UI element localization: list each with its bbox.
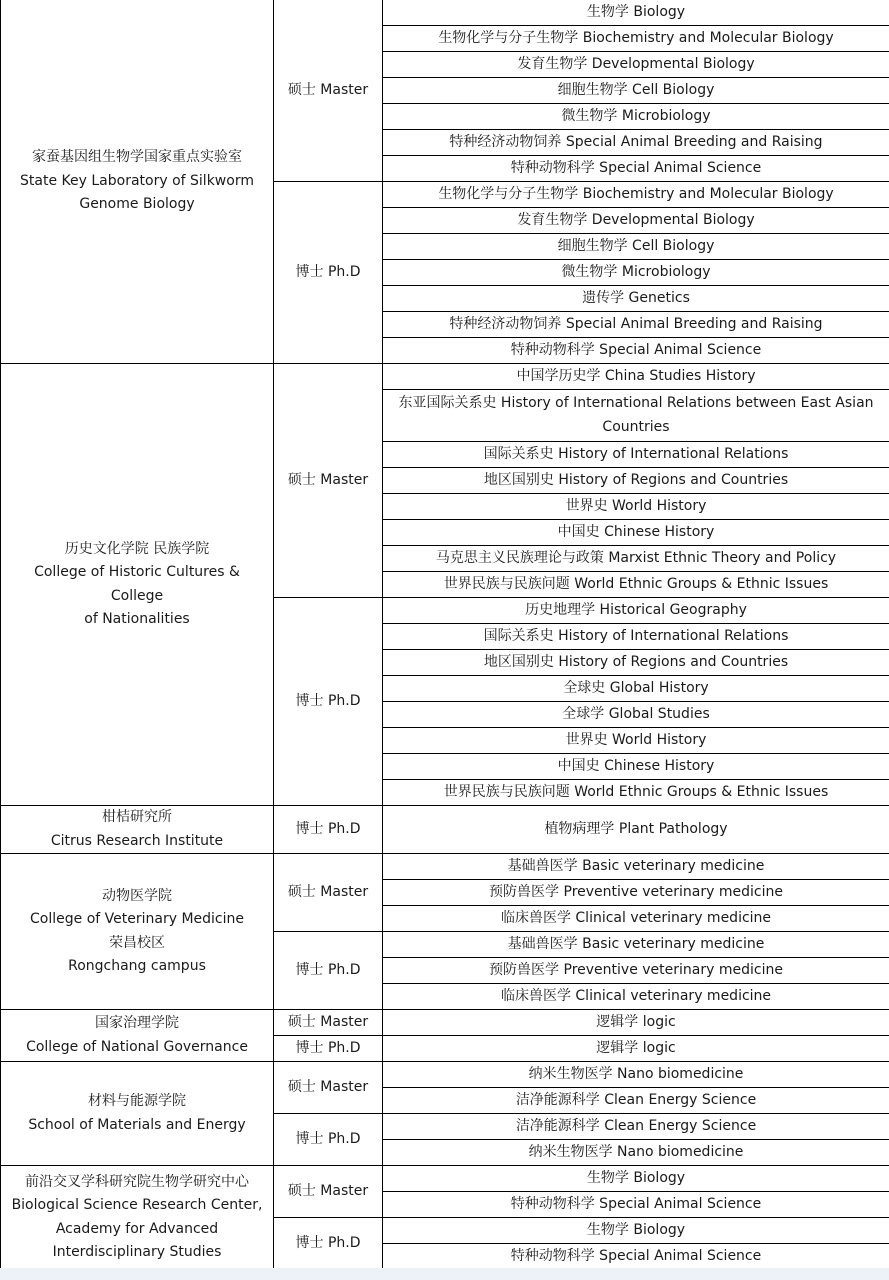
college-cell — [1, 1166, 274, 1269]
major-cell: 国际关系史 History of International Relations — [383, 442, 889, 468]
college-name-line: 国家治理学院 — [95, 1015, 179, 1031]
major-cell: 微生物学 Microbiology — [383, 104, 889, 130]
college-cell — [1, 806, 274, 854]
degree-cell: 硕士 Master — [274, 1062, 383, 1114]
college-name-line: 历史文化学院 民族学院 — [64, 540, 210, 557]
college-name-line: Academy for Advanced — [55, 1220, 219, 1237]
degree-cell: 硕士 Master — [274, 0, 383, 182]
major-cell: 细胞生物学 Cell Biology — [383, 78, 889, 104]
degree-cell: 硕士 Master — [274, 854, 383, 932]
college-name-line: 前沿交叉学科研究院生物学研究中心 — [25, 1173, 249, 1190]
major-cell: 植物病理学 Plant Pathology — [383, 806, 889, 854]
college-cell — [1, 364, 274, 806]
college-name-line: 柑桔研究所 — [102, 809, 172, 825]
major-cell: 生物化学与分子生物学 Biochemistry and Molecular Biology — [383, 26, 889, 52]
major-cell: 地区国别史 History of Regions and Countries — [383, 650, 889, 676]
table-row — [1, 1166, 889, 1192]
college-name-line: College of Veterinary Medicine — [30, 911, 244, 927]
table-row — [1, 854, 889, 880]
college-name-line: Rongchang campus — [68, 958, 206, 974]
major-cell: 特种动物科学 Special Animal Science — [383, 1192, 889, 1218]
degree-cell: 博士 Ph.D — [274, 1218, 383, 1269]
major-cell: 特种动物科学 Special Animal Science — [383, 338, 889, 364]
college-cell — [1, 1062, 274, 1166]
major-cell: 世界民族与民族问题 World Ethnic Groups & Ethnic Issues — [383, 572, 889, 598]
degree-cell: 硕士 Master — [274, 1166, 383, 1218]
table-row — [1, 0, 889, 26]
college-cell — [1, 854, 274, 1010]
degree-cell: 博士 Ph.D — [274, 932, 383, 1010]
table-row — [1, 806, 889, 854]
college-name-line: School of Materials and Energy — [28, 1116, 246, 1133]
major-cell: 生物学 Biology — [383, 1166, 889, 1192]
college-name-line: College of National Governance — [26, 1038, 248, 1055]
major-cell: 基础兽医学 Basic veterinary medicine — [383, 932, 889, 958]
major-cell: 东亚国际关系史 History of International Relations between East Asian Countries — [383, 390, 889, 442]
major-cell: 马克思主义民族理论与政策 Marxist Ethnic Theory and Policy — [383, 546, 889, 572]
degree-cell: 博士 Ph.D — [274, 182, 383, 364]
major-cell: 洁净能源科学 Clean Energy Science — [383, 1088, 889, 1114]
major-cell: 临床兽医学 Clinical veterinary medicine — [383, 984, 889, 1010]
major-cell: 发育生物学 Developmental Biology — [383, 52, 889, 78]
college-name-line: 荣昌校区 — [109, 934, 165, 951]
major-cell: 生物学 Biology — [383, 0, 889, 26]
major-cell: 国际关系史 History of International Relations — [383, 624, 889, 650]
degree-cell: 博士 Ph.D — [274, 1114, 383, 1166]
degree-cell: 博士 Ph.D — [274, 1036, 383, 1062]
major-cell: 中国学历史学 China Studies History — [383, 364, 889, 390]
degree-cell: 博士 Ph.D — [274, 806, 383, 854]
degree-cell: 硕士 Master — [274, 364, 383, 598]
major-cell: 逻辑学 logic — [383, 1036, 889, 1062]
table-row — [1, 364, 889, 390]
major-cell: 全球史 Global History — [383, 676, 889, 702]
college-cell — [1, 1010, 274, 1062]
major-cell: 特种经济动物饲养 Special Animal Breeding and Raising — [383, 312, 889, 338]
major-cell: 特种动物科学 Special Animal Science — [383, 156, 889, 182]
college-name-line: of Nationalities — [84, 611, 190, 627]
college-name-line: State Key Laboratory of Silkworm — [20, 172, 254, 189]
major-cell: 地区国别史 History of Regions and Countries — [383, 468, 889, 494]
major-cell: 纳米生物医学 Nano biomedicine — [383, 1140, 889, 1166]
major-cell: 纳米生物医学 Nano biomedicine — [383, 1062, 889, 1088]
major-cell: 逻辑学 logic — [383, 1010, 889, 1036]
program-table-body — [1, 0, 889, 1268]
major-cell: 世界史 World History — [383, 728, 889, 754]
degree-cell: 硕士 Master — [274, 1010, 383, 1036]
major-cell: 预防兽医学 Preventive veterinary medicine — [383, 958, 889, 984]
major-cell: 世界史 World History — [383, 494, 889, 520]
major-cell: 预防兽医学 Preventive veterinary medicine — [383, 880, 889, 906]
major-cell: 微生物学 Microbiology — [383, 260, 889, 286]
major-cell: 临床兽医学 Clinical veterinary medicine — [383, 906, 889, 932]
major-cell: 细胞生物学 Cell Biology — [383, 234, 889, 260]
major-cell: 中国史 Chinese History — [383, 520, 889, 546]
degree-cell: 博士 Ph.D — [274, 598, 383, 806]
college-name-line: Biological Science Research Center, — [11, 1197, 263, 1213]
college-cell — [1, 0, 274, 364]
college-name-line: College of Historic Cultures & College — [34, 564, 240, 604]
college-name-line: Citrus Research Institute — [50, 832, 224, 849]
college-name-line: Interdisciplinary Studies — [52, 1244, 222, 1260]
major-cell: 生物化学与分子生物学 Biochemistry and Molecular Biology — [383, 182, 889, 208]
major-cell: 历史地理学 Historical Geography — [383, 598, 889, 624]
college-name-line: Genome Biology — [79, 196, 195, 213]
major-cell: 全球学 Global Studies — [383, 702, 889, 728]
major-cell: 特种经济动物饲养 Special Animal Breeding and Raising — [383, 130, 889, 156]
college-name-line: 材料与能源学院 — [88, 1093, 186, 1109]
college-name-line: 家蚕基因组生物学国家重点实验室 — [32, 149, 242, 166]
major-cell: 中国史 Chinese History — [383, 754, 889, 780]
major-cell: 特种动物科学 Special Animal Science — [383, 1244, 889, 1269]
table-row — [1, 1010, 889, 1036]
major-cell: 遗传学 Genetics — [383, 286, 889, 312]
major-cell: 生物学 Biology — [383, 1218, 889, 1244]
major-cell: 世界民族与民族问题 World Ethnic Groups & Ethnic Issues — [383, 780, 889, 806]
table-row — [1, 1062, 889, 1088]
major-cell: 洁净能源科学 Clean Energy Science — [383, 1114, 889, 1140]
college-name-line: 动物医学院 — [102, 887, 172, 904]
major-cell: 发育生物学 Developmental Biology — [383, 208, 889, 234]
major-cell: 基础兽医学 Basic veterinary medicine — [383, 854, 889, 880]
